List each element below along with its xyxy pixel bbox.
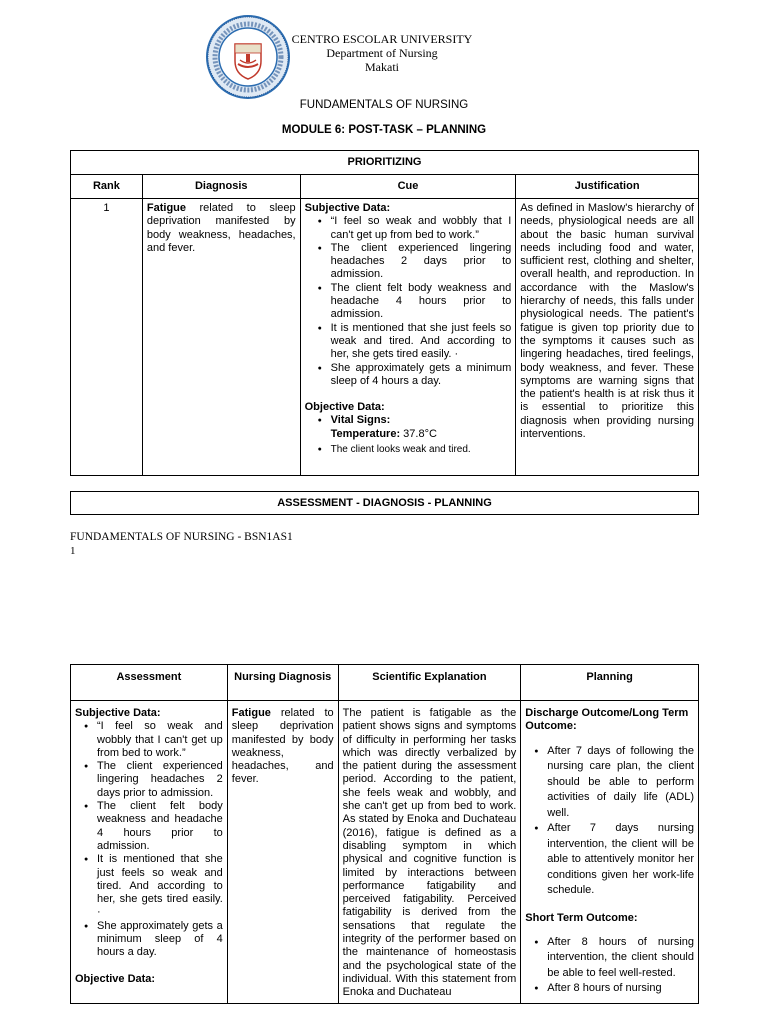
university-header xyxy=(282,32,482,74)
list-item: ● She approximately gets a minimum sleep of 4 hours a day. xyxy=(97,920,223,960)
list-item: ● The client looks weak and tired. xyxy=(331,443,512,456)
nursing-diagnosis-cell xyxy=(227,701,338,1004)
header-scientific-explanation: Scientific Explanation xyxy=(338,665,521,701)
objective-label: Objective Data: xyxy=(75,972,156,985)
list-item: ● The client experienced lingering headaches 2 days prior to admission. xyxy=(97,760,223,800)
short-term-label: Short Term Outcome: xyxy=(525,911,638,924)
list-item: ● The client felt body weakness and headache 4 hours prior to admission. xyxy=(97,800,223,853)
adp-title: ASSESSMENT - DIAGNOSIS - PLANNING xyxy=(70,491,699,515)
page-footer: FUNDAMENTALS OF NURSING - BSN1AS1 xyxy=(70,531,293,543)
campus-name: Makati xyxy=(365,60,399,74)
diagnosis-keyword: Fatigue xyxy=(231,707,271,719)
header-cue: Cue xyxy=(300,175,516,199)
objective-label: Objective Data: xyxy=(304,401,385,414)
cue-cell xyxy=(300,199,516,476)
list-item: ● After 8 hours of nursing xyxy=(547,981,694,997)
list-item: ● It is mentioned that she just feels so weak and tired. And according to her, she gets tired easily. · xyxy=(97,853,223,919)
planning-cell xyxy=(521,701,699,1004)
list-item: ● It is mentioned that she just feels so weak and tired. And according to her, she gets tired easily. · xyxy=(331,322,512,362)
list-item xyxy=(331,414,512,441)
diagnosis-text: related to sleep deprivation manifested by body weakness, headaches, and fever. xyxy=(146,202,296,254)
list-item: ● “I feel so weak and wobbly that I can't get up from bed to work.” xyxy=(331,215,512,242)
temperature-value: 37.8°C xyxy=(400,427,437,440)
subjective-list xyxy=(315,215,512,388)
prioritizing-title: PRIORITIZING xyxy=(71,151,699,175)
subjective-label: Subjective Data: xyxy=(75,707,161,719)
vital-signs-label: Vital Signs: xyxy=(330,414,391,427)
adp-table xyxy=(70,664,699,1004)
page-number: 1 xyxy=(70,545,76,557)
objective-list xyxy=(315,414,512,456)
short-term-list xyxy=(529,935,694,997)
header-justification: Justification xyxy=(516,175,699,199)
subjective-label: Subjective Data: xyxy=(304,202,391,214)
scientific-explanation-cell: The patient is fatigable as the patient shows signs and symptoms of difficulty in performing her tasks which was directly verbalized by the patient during the assessment period. According to the patient, she feels weak and wobbly, and she can't get up from bed to work. As stated by Enoka and Duchateau (2016), fatigue is defined as a disabling symptom in which physical and cognitive function is limited by interactions between performance fatigability and perceived fatigability. Perceived fatigability is derived from the sensations that regulate the integrity of the performer based on the maintenance of homeostasis and the psychological state of the individual. With this statement from Enoka and Duchateau xyxy=(338,701,521,1004)
subjective-list xyxy=(79,720,223,959)
diagnosis-text: related to sleep deprivation manifested by body weakness, headaches, and fever. xyxy=(231,707,334,786)
department-name: Department of Nursing xyxy=(326,46,438,60)
justification-cell: As defined in Maslow's hierarchy of needs, physiological needs are all about the basic human survival needs including food and water, sufficient rest, clothing and shelter, overall health, and reproduction. In accordance with the Maslow's hierarchy of needs, this falls under physiological needs. The patient's fatigue is given top priority due to the symptoms it causes such as lingering headaches, tired feelings, body weakness, and fever. These symptoms are warning signs that the patient's health is at risk thus it is essential to prioritize this diagnosis when providing nursing interventions. xyxy=(516,199,699,476)
list-item: ● The client experienced lingering headaches 2 days prior to admission. xyxy=(331,242,512,282)
list-item: ● The client felt body weakness and headache 4 hours prior to admission. xyxy=(331,282,512,322)
rank-cell: 1 xyxy=(71,199,143,476)
header-rank: Rank xyxy=(71,175,143,199)
header-nursing-diagnosis: Nursing Diagnosis xyxy=(227,665,338,701)
list-item: ● After 7 days nursing intervention, the client will be able to attentively monitor her conditions given her work-life schedule. xyxy=(547,821,694,899)
university-name: CENTRO ESCOLAR UNIVERSITY xyxy=(291,32,473,46)
header-planning: Planning xyxy=(521,665,699,701)
diagnosis-keyword: Fatigue xyxy=(146,202,187,214)
long-term-list xyxy=(529,744,694,899)
list-item: ● “I feel so weak and wobbly that I can't get up from bed to work.” xyxy=(97,720,223,760)
list-item: ● After 7 days of following the nursing care plan, the client should be able to perform activities of daily life (ADL) well. xyxy=(547,744,694,822)
temperature-label: Temperature: xyxy=(330,427,401,440)
prioritizing-table xyxy=(70,150,699,476)
diagnosis-cell xyxy=(142,199,300,476)
list-item: ● She approximately gets a minimum sleep of 4 hours a day. xyxy=(331,362,512,389)
list-item: ● After 8 hours of nursing intervention, the client should be able to feel well-rested. xyxy=(547,935,694,982)
university-seal-icon xyxy=(205,14,291,100)
course-title: FUNDAMENTALS OF NURSING xyxy=(299,99,469,111)
assessment-cell xyxy=(71,701,228,1004)
header-diagnosis: Diagnosis xyxy=(142,175,300,199)
long-term-label: Discharge Outcome/Long Term Outcome: xyxy=(525,707,689,733)
module-title: MODULE 6: POST-TASK – PLANNING xyxy=(281,124,487,136)
header-assessment: Assessment xyxy=(71,665,228,701)
